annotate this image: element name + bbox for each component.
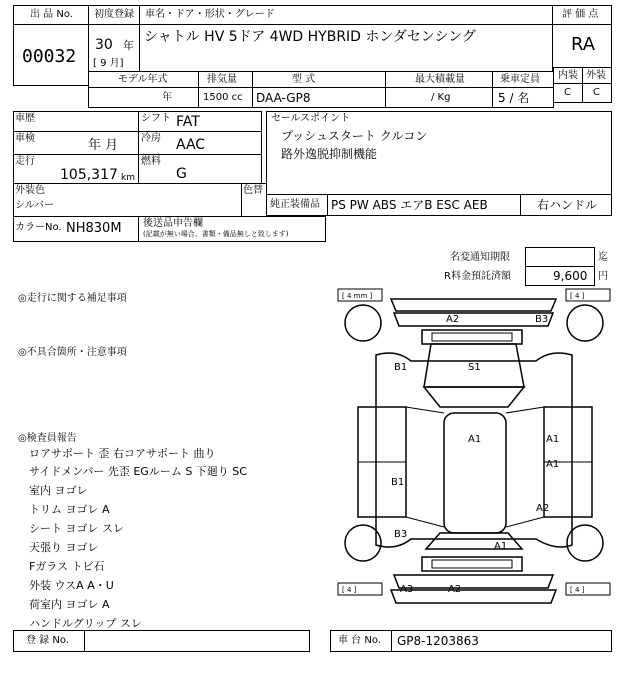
damage-mark: A2: [448, 584, 462, 595]
exterior-label: 外装: [586, 70, 606, 81]
damage-mark: B1: [391, 477, 405, 488]
post-install-label: 後送品申告欄: [143, 218, 203, 229]
sales-point-label: セールスポイント: [271, 113, 351, 124]
model-year-label: モデル年式: [118, 74, 168, 85]
sales-point-line1: プッシュスタート クルコン: [281, 129, 428, 143]
inspection-value: 年 月: [88, 138, 119, 153]
inspector-line: 室内 ヨゴレ: [29, 484, 88, 497]
repaint-label: 色替: [243, 185, 263, 196]
max-load-label: 最大積載量: [415, 74, 465, 85]
model-year-value: 年: [162, 92, 172, 103]
interior-label: 内装: [558, 70, 578, 81]
defects-title: ◎不具合箇所・注意事項: [18, 347, 127, 358]
reg-no-label: 登 録 No.: [26, 635, 69, 646]
equipment-value: PS PW ABS エアB ESC AEB: [331, 198, 488, 212]
post-install-note: (記載が無い場合、書類・備品無しと致します): [143, 230, 289, 238]
history-label: 車歴: [15, 113, 35, 124]
driving-notes-title: ◎走行に関する補足事項: [18, 293, 127, 304]
capacity-label: 乗車定員: [500, 74, 540, 85]
tire-label: [ 4 ]: [342, 586, 357, 594]
inspector-line: 天張り ヨゴレ: [29, 541, 99, 554]
shift-value: FAT: [176, 114, 200, 130]
inspector-line: 外装 ウスA A・U: [29, 579, 114, 592]
color-no-value: NH830M: [66, 221, 122, 236]
name-change-label: 名変通知期限: [450, 252, 510, 263]
ac-value: AAC: [176, 137, 206, 153]
damage-mark: A1: [546, 459, 560, 470]
grade: RA: [571, 34, 596, 55]
model-year-cell: [88, 87, 199, 108]
first-reg-year-unit: 年: [123, 39, 134, 52]
type-label: 型 式: [292, 74, 316, 85]
lot-no: 00032: [22, 46, 77, 67]
chassis-no-label: 車 台 No.: [338, 635, 381, 646]
first-reg-label: 初度登録: [94, 9, 134, 20]
damage-mark: A1: [494, 541, 508, 552]
recycle-label: R料金預託済額: [444, 271, 511, 282]
inspection-label: 車検: [15, 133, 35, 144]
shift-label: シフト: [141, 113, 171, 124]
name-change-box: [525, 247, 595, 267]
damage-mark: B1: [394, 362, 408, 373]
exterior-value: C: [593, 87, 600, 98]
mileage-value: 105,317: [60, 167, 118, 183]
damage-mark: B3: [394, 529, 408, 540]
color-no-label: カラーNo.: [15, 222, 62, 233]
lot-no-label: 出 品 No.: [30, 9, 73, 20]
type-value: DAA-GP8: [256, 91, 311, 105]
inspector-line: ロアサポート 歪 右コアサポート 曲り: [29, 447, 216, 460]
damage-mark: S1: [468, 362, 481, 373]
mileage-label: 走行: [15, 156, 35, 167]
inspector-line: シート ヨゴレ スレ: [29, 522, 124, 535]
car-name: シャトル HV 5ドア 4WD HYBRID ホンダセンシング: [144, 29, 476, 45]
color-label: 外装色: [15, 185, 45, 196]
damage-mark: B3: [535, 314, 549, 325]
damage-mark: A2: [536, 503, 550, 514]
inspector-line: Fガラス トビ石: [29, 560, 105, 573]
inspector-line: 荷室内 ヨゴレ A: [29, 598, 110, 611]
tire-label: [ 4 ]: [570, 292, 585, 300]
inspector-line: ハンドルグリップ スレ: [29, 617, 142, 630]
steering-value: 右ハンドル: [537, 198, 598, 212]
damage-mark: A1: [546, 434, 560, 445]
displacement-value: 1500 cc: [203, 92, 243, 103]
displacement-label: 排気量: [207, 74, 237, 85]
first-reg-year: 30: [95, 37, 113, 53]
tire-label: [ 4 ]: [570, 586, 585, 594]
color-value: シルバー: [15, 200, 55, 211]
capacity-value: 5 / 名: [498, 91, 530, 105]
max-load-value: / Kg: [431, 92, 451, 103]
interior-value: C: [564, 87, 571, 98]
fuel-value: G: [176, 166, 187, 182]
type-label-cell: [252, 71, 386, 88]
recycle-unit: 円: [598, 271, 608, 282]
inspector-line: サイドメンバー 先歪 EGルーム S 下廻り SC: [29, 465, 247, 478]
fuel-label: 燃料: [141, 156, 161, 167]
inspector-title: ◎検査員報告: [18, 433, 77, 444]
grade-label: 評 価 点: [562, 9, 599, 20]
first-reg-month: [ 9 月]: [93, 58, 124, 69]
tire-label: [ 4 mm ]: [342, 292, 373, 300]
car-damage-diagram: [336, 287, 612, 615]
reg-no-cell: [84, 630, 310, 652]
sales-point-line2: 路外逸脱抑制機能: [281, 147, 378, 161]
equipment-label: 純正装備品: [270, 199, 320, 210]
ac-label: 冷房: [141, 133, 161, 144]
inspector-line: トリム ヨゴレ A: [29, 503, 110, 516]
chassis-no-value: GP8-1203863: [397, 634, 479, 648]
mileage-unit: km: [121, 173, 135, 183]
damage-mark: A2: [446, 314, 460, 325]
name-change-unit: 迄: [598, 252, 608, 263]
damage-mark: A3: [400, 584, 414, 595]
damage-mark: A1: [468, 434, 482, 445]
recycle-value: 9,600: [553, 269, 588, 283]
car-name-label: 車名・ドア・形状・グレード: [145, 9, 275, 20]
